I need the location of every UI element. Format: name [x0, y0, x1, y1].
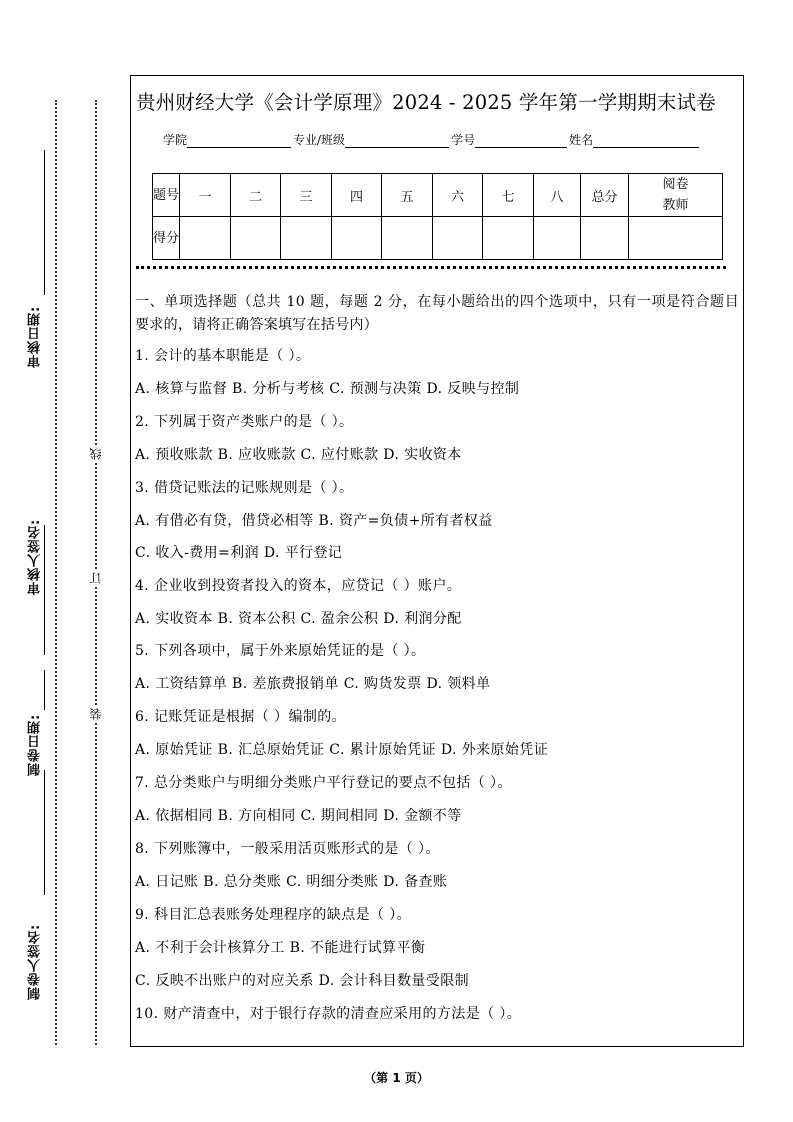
options-line: A. 实收资本 B. 资本公积 C. 盈余公积 D. 利润分配: [135, 611, 462, 627]
question-line: 2. 下列属于资产类账户的是（ ）。: [135, 414, 354, 430]
score-cell[interactable]: [534, 217, 581, 260]
options-line: C. 反映不出账户的对应关系 D. 会计科目数量受限制: [135, 973, 469, 989]
options-line: A. 预收账款 B. 应收账款 C. 应付账款 D. 实收资本: [135, 447, 462, 463]
grader-header: 阅卷教师: [629, 174, 723, 217]
score-table: [152, 173, 723, 260]
name-field[interactable]: [593, 133, 699, 148]
question-line: 10. 财产清查中，对于银行存款的清查应采用的方法是（ ）。: [135, 1006, 522, 1022]
question-line: 8. 下列账簿中，一般采用活页账形式的是（ ）。: [135, 841, 440, 857]
question-line: 4. 企业收到投资者投入的资本，应贷记（ ）账户。: [135, 578, 462, 594]
college-field[interactable]: [187, 133, 291, 148]
question-section: [135, 291, 739, 1022]
question-number-header: 题号: [153, 174, 180, 217]
name-label: 姓名: [569, 133, 594, 147]
question-line: 3. 借贷记账法的记账规则是（ ）。: [135, 480, 354, 496]
student-id-label: 学号: [451, 133, 476, 147]
reviewer-signature-label: 审核人签名:: [28, 518, 43, 595]
score-table-header-row: [153, 174, 723, 217]
options-line: A. 日记账 B. 总分类账 C. 明细分类账 D. 备查账: [135, 874, 448, 890]
score-cell[interactable]: [281, 217, 332, 260]
grader-cell[interactable]: [629, 217, 723, 260]
question-line: 9. 科目汇总表账务处理程序的缺点是（ ）。: [135, 907, 412, 923]
major-class-field[interactable]: [345, 133, 449, 148]
column-header: 八: [534, 174, 581, 217]
column-header: 六: [433, 174, 483, 217]
binding-char-bind: 装: [89, 708, 103, 720]
options-line: A. 依据相同 B. 方向相同 C. 期间相同 D. 金额不等: [135, 808, 462, 824]
options-line: A. 有借必有贷，借贷必相等 B. 资产=负债+所有者权益: [135, 513, 493, 529]
score-row-label: 得分: [153, 217, 180, 260]
question-line: 6. 记账凭证是根据（ ）编制的。: [135, 709, 347, 725]
compile-date-label: 制卷日期:: [28, 713, 43, 776]
options-line: C. 收入-费用=利润 D. 平行登记: [135, 545, 343, 561]
column-header: 五: [382, 174, 433, 217]
total-score-header: 总分: [581, 174, 629, 217]
column-header: 一: [180, 174, 231, 217]
question-line: 7. 总分类账户与明细分类账户平行登记的要点不包括（ ）。: [135, 775, 512, 791]
score-cell[interactable]: [433, 217, 483, 260]
options-line: A. 核算与监督 B. 分析与考核 C. 预测与决策 D. 反映与控制: [135, 381, 520, 397]
score-cell[interactable]: [231, 217, 281, 260]
score-cell[interactable]: [332, 217, 382, 260]
question-line: 1. 会计的基本职能是（ ）。: [135, 348, 311, 364]
column-header: 四: [332, 174, 382, 217]
score-cell[interactable]: [382, 217, 433, 260]
binding-char-staple: 订: [89, 572, 103, 584]
college-label: 学院: [163, 133, 188, 147]
compile-date-line-b: [44, 770, 45, 895]
student-id-field[interactable]: [475, 133, 567, 148]
binding-char-line: 线: [89, 448, 103, 460]
total-score-cell[interactable]: [581, 217, 629, 260]
options-line: A. 不利于会计核算分工 B. 不能进行试算平衡: [135, 940, 426, 956]
options-line: A. 工资结算单 B. 差旅费报销单 C. 购货发票 D. 领料单: [135, 676, 491, 692]
column-header: 二: [231, 174, 281, 217]
student-info-row: [163, 131, 701, 148]
major-class-label: 专业/班级: [293, 133, 346, 147]
score-cell[interactable]: [483, 217, 534, 260]
review-date-label: 审核日期:: [28, 305, 43, 368]
exam-title: 贵州财经大学《会计学原理》2024 - 2025 学年第一学期期末试卷: [136, 91, 716, 114]
review-date-line: [44, 150, 45, 295]
section-instructions: 一、单项选择题（总共 10 题，每题 2 分，在每小题给出的四个选项中，只有一项是符合题目要求的，请将正确答案填写在括号内）: [135, 294, 739, 333]
margin-dotted-line-outer: [55, 100, 57, 1045]
question-line: 5. 下列各项中，属于外来原始凭证的是（ ）。: [135, 643, 426, 659]
column-header: 七: [483, 174, 534, 217]
column-header: 三: [281, 174, 332, 217]
compile-date-line-a: [44, 670, 45, 710]
score-table-score-row: [153, 217, 723, 260]
page-number: （第 1 页）: [364, 1071, 429, 1085]
compiler-signature-label: 制卷人签名:: [28, 923, 43, 1000]
options-line: A. 原始凭证 B. 汇总原始凭证 C. 累计原始凭证 D. 外来原始凭证: [135, 742, 549, 758]
section-separator: [136, 266, 726, 269]
score-cell[interactable]: [180, 217, 231, 260]
